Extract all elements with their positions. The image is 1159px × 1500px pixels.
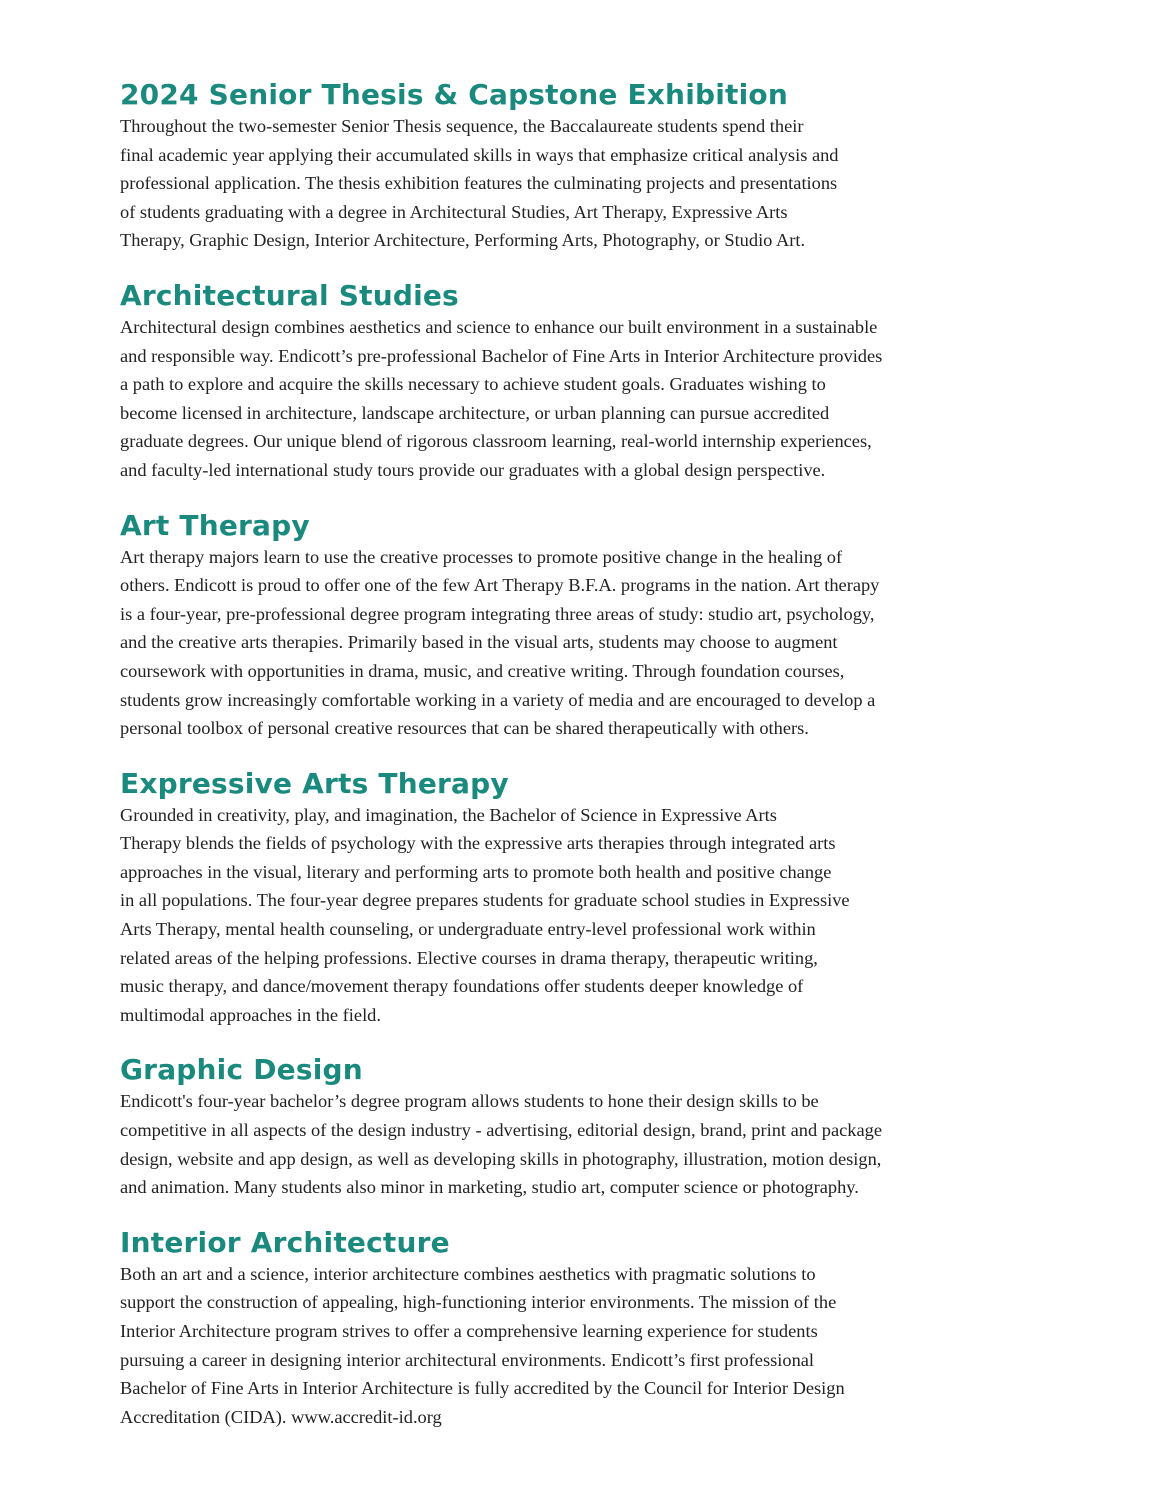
graphic-design-heading: Graphic Design [120,1053,363,1087]
expressive-arts-therapy-heading: Expressive Arts Therapy [120,766,509,800]
interior-architecture-text: Both an art and a science, interior architecture combines aesthetics with pragmatic solutions to support the construction of appealing, high-functioning interior environments. The mission of the Interior Architecture program strives to offer a comprehensive learning experience for students pursuing a career in designing interior architectural environments. Endicott’s first professional Bachelor of Fine Arts in Interior Architecture is fully accredited by the Council for Interior Design Accreditation (CIDA). www.accredit-id.org [120,1263,845,1427]
art-therapy-text: Art therapy majors learn to use the creative processes to promote positive change in the healing of others. Endicott is proud to offer one of the few Art Therapy B.F.A. programs in the nation. Art therapy is a four-year, pre-professional degree program integrating three areas of study: studio art, psychology, and the creative arts therapies. Primarily based in the visual arts, students may choose to augment coursework with opportunities in drama, music, and creative writing. Through foundation courses, students grow increasingly comfortable working in a variety of media and are encouraged to develop a personal toolbox of personal creative resources that can be shared therapeutically with others. [120,546,880,739]
section-interior-architecture [120,1226,1009,1432]
section-exhibition [120,78,1009,255]
exhibition-heading: 2024 Senior Thesis & Capstone Exhibition [120,78,788,111]
interior-architecture-heading: Interior Architecture [120,1225,450,1259]
section-architectural-studies [120,279,1009,485]
section-art-therapy [120,509,1009,743]
section-expressive-arts-therapy [120,767,1009,1030]
section-graphic-design [120,1053,1009,1201]
art-therapy-heading: Art Therapy [120,508,310,542]
architectural-studies-text: Architectural design combines aesthetics and science to enhance our built environment in a sustainable and responsible way. Endicott’s pre-professional Bachelor of Fine Arts in Interior Architecture provides a path to explore and acquire the skills necessary to achieve student goals. Graduates wishing to become licensed in architecture, landscape architecture, or urban planning can pursue accredited graduate degrees. Our unique blend of rigorous classroom learning, real-world internship experiences, and faculty-led international study tours provide our graduates with a global design perspective. [120,316,883,480]
graphic-design-text: Endicott's four-year bachelor’s degree program allows students to hone their design skills to be competitive in all aspects of the design industry - advertising, editorial design, brand, print and package design, website and app design, as well as developing skills in photography, illustration, motion design, and animation. Many students also minor in marketing, studio art, computer science or photography. [120,1091,882,1198]
expressive-arts-therapy-text: Grounded in creativity, play, and imagination, the Bachelor of Science in Expressive Arts Therapy blends the fields of psychology with the expressive arts therapies through integrated arts approaches in the visual, literary and performing arts to promote both health and positive change in all populations. The four-year degree prepares students for graduate school studies in Expressive Arts Therapy, mental health counseling, or undergraduate entry-level professional work within related areas of the helping professions. Elective courses in drama therapy, therapeutic writing, music therapy, and dance/movement therapy foundations offer students deeper knowledge of multimodal approaches in the field. [120,804,850,1025]
exhibition-text: Throughout the two-semester Senior Thesis sequence, the Baccalaureate students spend their final academic year applying their accumulated skills in ways that emphasize critical analysis and professional application. The thesis exhibition features the culminating projects and presentations of students graduating with a degree in Architectural Studies, Art Therapy, Expressive Arts Therapy, Graphic Design, Interior Architecture, Performing Arts, Photography, or Studio Art. [120,116,839,251]
architectural-studies-heading: Architectural Studies [120,278,459,312]
